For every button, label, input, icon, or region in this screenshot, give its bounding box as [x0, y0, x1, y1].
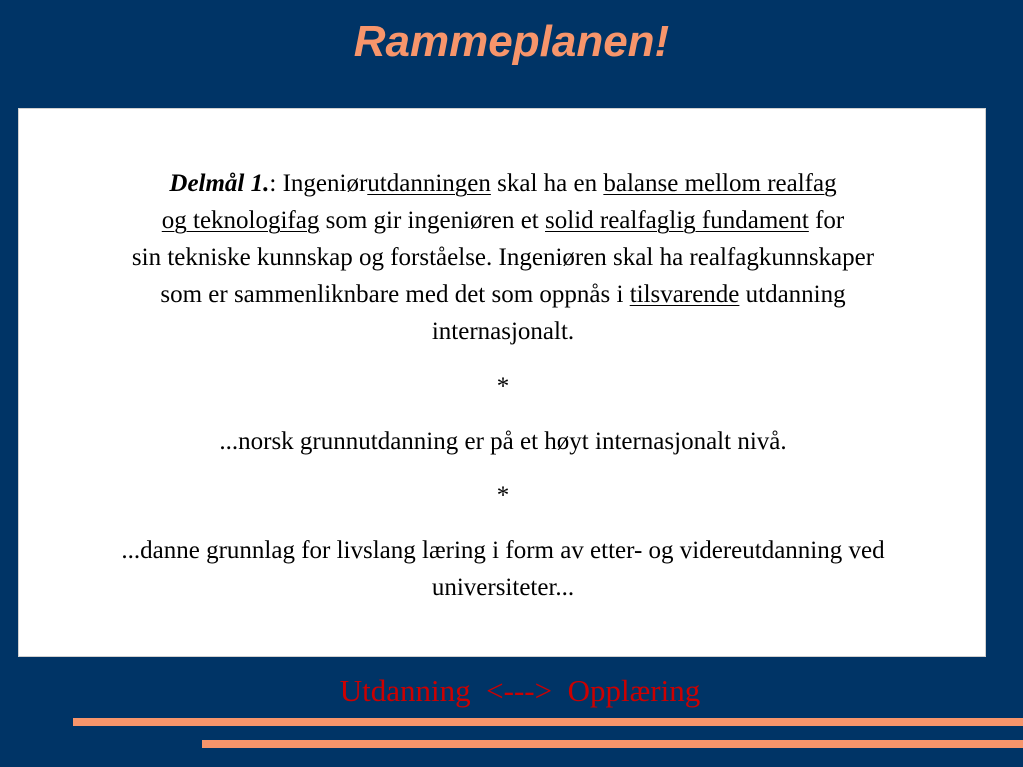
- goal-underline-1: utdanningen: [367, 170, 491, 197]
- goal-colon: :: [269, 170, 283, 197]
- footer-text: Utdanning <---> Opplæring: [339, 673, 701, 708]
- goal-text-1: Ingeniør: [282, 170, 368, 197]
- decorative-bar-bottom: [202, 740, 1023, 748]
- goal-text-5: som er sammenliknbare med det som oppnås i: [160, 281, 630, 308]
- goal-paragraph: [19, 165, 987, 350]
- goal-label: Delmål 1.: [169, 170, 270, 197]
- lifelong-line-1: ...danne grunnlag for livslang læring i form av etter- og videreutdanning ved: [121, 537, 885, 564]
- goal-underline-2: balanse mellom realfag: [603, 170, 837, 197]
- goal-underline-4: solid realfaglig fundament: [545, 207, 809, 234]
- lifelong-line-2: universiteter...: [431, 574, 575, 601]
- goal-underline-5: tilsvarende: [629, 281, 740, 308]
- content-panel: [18, 108, 986, 657]
- goal-text-3: som gir ingeniøren et: [319, 207, 546, 234]
- goal-line-5: internasjonalt.: [431, 318, 575, 345]
- goal-text-4: for: [808, 207, 845, 234]
- goal-text-2: skal ha en: [490, 170, 604, 197]
- decorative-bar-top: [73, 718, 1023, 726]
- lifelong-paragraph: [19, 532, 987, 606]
- slide-title: Rammeplanen!: [353, 17, 670, 66]
- goal-line-3: sin tekniske kunnskap og forståelse. Ingeniøren skal ha realfagkunnskaper: [131, 244, 875, 271]
- separator-star-1: *: [496, 373, 510, 400]
- level-paragraph: ...norsk grunnutdanning er på et høyt internasjonalt nivå.: [219, 428, 787, 455]
- goal-text-6: utdanning: [739, 281, 846, 308]
- goal-underline-3: og teknologifag: [161, 207, 320, 234]
- separator-star-2: *: [496, 482, 510, 509]
